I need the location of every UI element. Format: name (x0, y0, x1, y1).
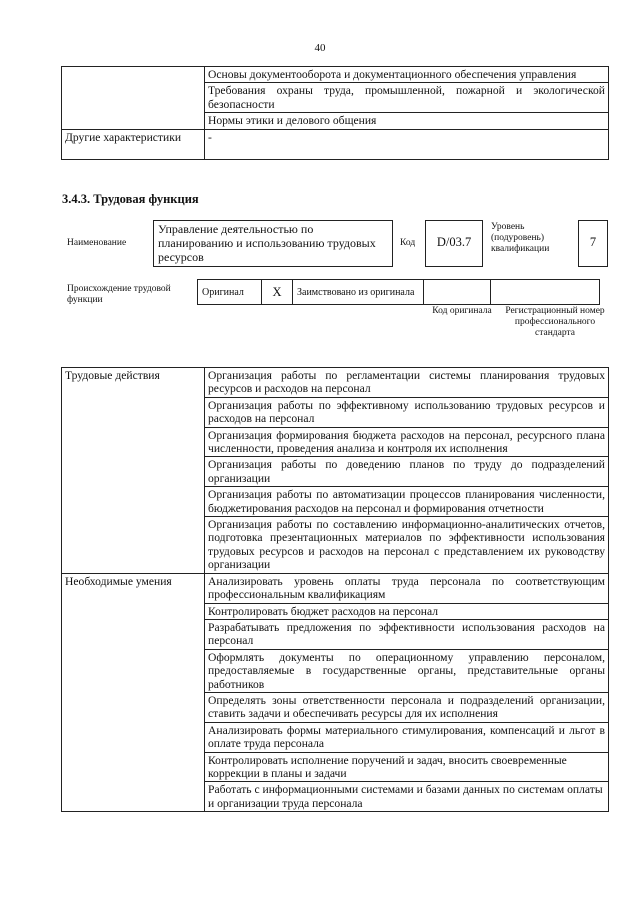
original-code-caption: Код оригинала (432, 306, 492, 316)
labor-actions-label: Трудовые действия (62, 368, 205, 574)
original-label: Оригинал (198, 280, 262, 305)
skill-item: Анализировать уровень оплаты труда персонала по соответствующим профессиональным квалификациям (205, 573, 609, 603)
skill-item: Контролировать исполнение поручений и задач, вносить своевременные коррекции в планы и задачи (205, 752, 609, 782)
function-name-box: Управление деятельностью по планированию и использованию трудовых ресурсов (153, 220, 393, 267)
required-skills-label: Необходимые умения (62, 573, 205, 812)
labor-action-item: Организация работы по доведению планов по труду до подразделений организации (205, 457, 609, 487)
skill-item: Контролировать бюджет расходов на персонал (205, 603, 609, 619)
skill-item: Работать с информационными системами и базами данных по системам оплаты и организации труда персонала (205, 782, 609, 812)
knowledge-item: Требования охраны труда, промышленной, пожарной и экологической безопасности (205, 83, 609, 113)
labor-action-item: Организация работы по регламентации системы планирования трудовых ресурсов и расходов на персонал (205, 368, 609, 398)
labor-action-item: Организация работы по эффективному использованию трудовых ресурсов и расходов на персонал (205, 397, 609, 427)
other-characteristics-value: - (205, 129, 609, 159)
borrowed-label: Заимствовано из оригинала (293, 280, 424, 305)
labor-action-item: Организация работы по составлению информационно-аналитических отчетов, подготовка презентационных материалов по эффективности использования трудовых ресурсов и расходов на персонал с представлением их руководству организации (205, 517, 609, 574)
knowledge-item: Основы документооборота и документационного обеспечения управления (205, 67, 609, 83)
skill-item: Анализировать формы материального стимулирования, компенсаций и льгот в оплате труда персонала (205, 722, 609, 752)
level-label: Уровень (подуровень) квалификации (491, 222, 550, 254)
origin-table (197, 279, 600, 305)
knowledge-item: Нормы этики и делового общения (205, 113, 609, 129)
registration-number-cell (491, 280, 600, 305)
table-row (62, 573, 609, 603)
table-row (198, 280, 600, 305)
function-code-box: D/03.7 (425, 220, 483, 267)
table-row (62, 67, 609, 83)
other-characteristics-label: Другие характеристики (62, 129, 205, 159)
origin-label: Происхождение трудовой функции (67, 284, 171, 305)
section-heading: 3.4.3. Трудовая функция (62, 192, 199, 206)
skill-item: Разрабатывать предложения по эффективности использования расходов на персонал (205, 619, 609, 649)
labor-action-item: Организация работы по автоматизации процессов планирования численности, бюджетирования расходов на персонал и формирования отчетности (205, 487, 609, 517)
skill-item: Оформлять документы по операционному управлению персоналом, предоставляемые в государственные органы, представительные органы работников (205, 649, 609, 692)
registration-number-caption: Регистрационный номер профессионального стандарта (505, 306, 605, 338)
page-number: 40 (314, 42, 326, 54)
qualification-level-box: 7 (578, 220, 608, 267)
table-row (62, 368, 609, 398)
labor-action-item: Организация формирования бюджета расходов на персонал, ресурсного плана численности, проведения анализа и контроля их исполнения (205, 427, 609, 457)
skill-item: Определять зоны ответственности персонала и подразделений организации, ставить задачи и обеспечивать ресурсы для их исполнения (205, 692, 609, 722)
empty-label-cell (62, 67, 205, 130)
original-code-cell (424, 280, 491, 305)
original-mark: X (262, 280, 293, 305)
code-label: Код (400, 238, 416, 248)
function-details-table (61, 367, 609, 812)
table-row (62, 129, 609, 159)
knowledge-table (61, 66, 609, 160)
name-label: Наименование (67, 238, 127, 248)
